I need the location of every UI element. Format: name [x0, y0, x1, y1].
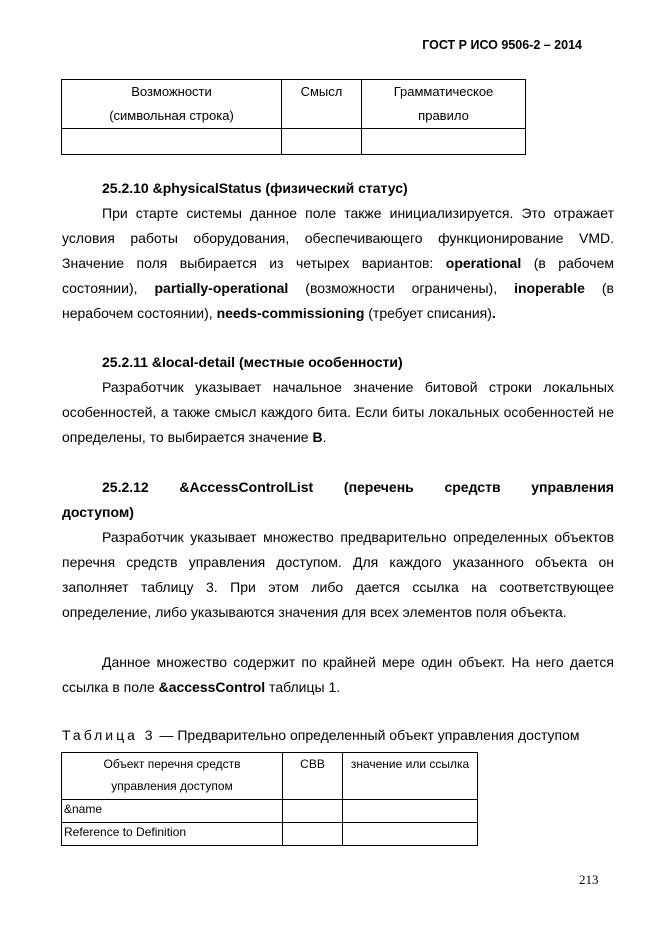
header-line: Смысл: [300, 84, 343, 99]
text-run: .: [322, 429, 327, 445]
heading-word: (перечень: [343, 479, 414, 495]
text-run: (требует списания): [364, 305, 492, 321]
table-cell: [343, 800, 478, 823]
text-run: При старте системы данное поле также инициализируется. Это отражает условия работы оборудования, обеспечивающего функционирование VMD. Значение поля выбирается из четырех вариантов:: [62, 205, 614, 271]
table-caption: [62, 727, 580, 743]
section-heading-25-2-12: [62, 475, 614, 500]
text-run: таблицы 1.: [265, 679, 341, 695]
bold-term: partially-operational: [154, 280, 289, 296]
bold-term: inoperable: [514, 280, 585, 296]
table-header-cell: [62, 80, 282, 129]
table-cell: [283, 800, 343, 823]
table-header-cell: [62, 753, 283, 800]
bold-term: .: [491, 305, 496, 321]
section-heading-25-2-10: 25.2.10 &physicalStatus (физический статус): [102, 180, 408, 196]
table-cell: [283, 823, 343, 846]
table-row: [62, 800, 478, 823]
top-table: [61, 79, 526, 155]
caption-text: — Предварительно определенный объект управления доступом: [155, 727, 580, 743]
header-line: Возможности: [131, 84, 212, 99]
header-line: Грамматическое: [393, 84, 494, 99]
paragraph-25-2-11: [62, 375, 614, 450]
table-cell: [343, 823, 478, 846]
table-header-cell: [362, 80, 526, 129]
table-cell: Reference to Definition: [62, 823, 283, 846]
paragraph-25-2-12-b: [62, 650, 614, 700]
paragraph-25-2-10: [62, 201, 614, 326]
heading-word: &AccessControlList: [179, 479, 314, 495]
paragraph-25-2-12-a: Разработчик указывает множество предварительно определенных объектов перечня средств управления доступом. Для каждого указанного объекта он заполняет таблицу 3. При этом либо дается ссылка на соответствующее определение, либо указываются значения для всех элементов поля объекта.: [62, 529, 614, 620]
section-heading-continuation: доступом): [62, 504, 134, 520]
table-header-cell: [282, 80, 362, 129]
header-line: СВВ: [300, 757, 325, 771]
page-number: 213: [579, 872, 599, 887]
table-row: [62, 823, 478, 846]
bold-term: &accessControl: [158, 679, 266, 695]
heading-word: управления: [531, 479, 614, 495]
header-line: (символьная строка): [109, 108, 234, 123]
text-run: (в рабочем состоянии),: [62, 255, 615, 296]
table-cell: [282, 129, 362, 155]
table-cell: [362, 129, 526, 155]
table-cell: [62, 129, 282, 155]
caption-label: Таблица 3: [62, 727, 156, 743]
heading-word: средств: [444, 479, 501, 495]
header-line: значение или ссылка: [350, 757, 470, 771]
text-run: Разработчик указывает начальное значение битовой строки локальных особенностей, а также смысл каждого бита. Если биты локальных особенностей не определены, то выбирается значение: [62, 379, 614, 445]
table-header-cell: [343, 753, 478, 800]
table-3: [61, 752, 478, 846]
document-header: ГОСТ Р ИСО 9506-2 – 2014: [422, 38, 582, 52]
text-run: (возможности ограничены),: [288, 280, 515, 296]
header-line: Объект перечня средств: [103, 757, 241, 771]
bold-term: B: [312, 429, 323, 445]
bold-term: operational: [445, 255, 522, 271]
header-line: правило: [418, 108, 469, 123]
table-header-cell: [283, 753, 343, 800]
section-heading-25-2-11: 25.2.11 &local-detail (местные особенности): [102, 354, 403, 370]
bold-term: needs-commissioning: [216, 305, 365, 321]
text-run: (в нерабочем состоянии),: [62, 280, 614, 321]
header-line: управления доступом: [111, 779, 233, 793]
table-cell: &name: [62, 800, 283, 823]
text-run: Данное множество содержит по крайней мере один объект. На него дается ссылка в поле: [62, 654, 614, 695]
heading-word: 25.2.12: [102, 479, 149, 495]
